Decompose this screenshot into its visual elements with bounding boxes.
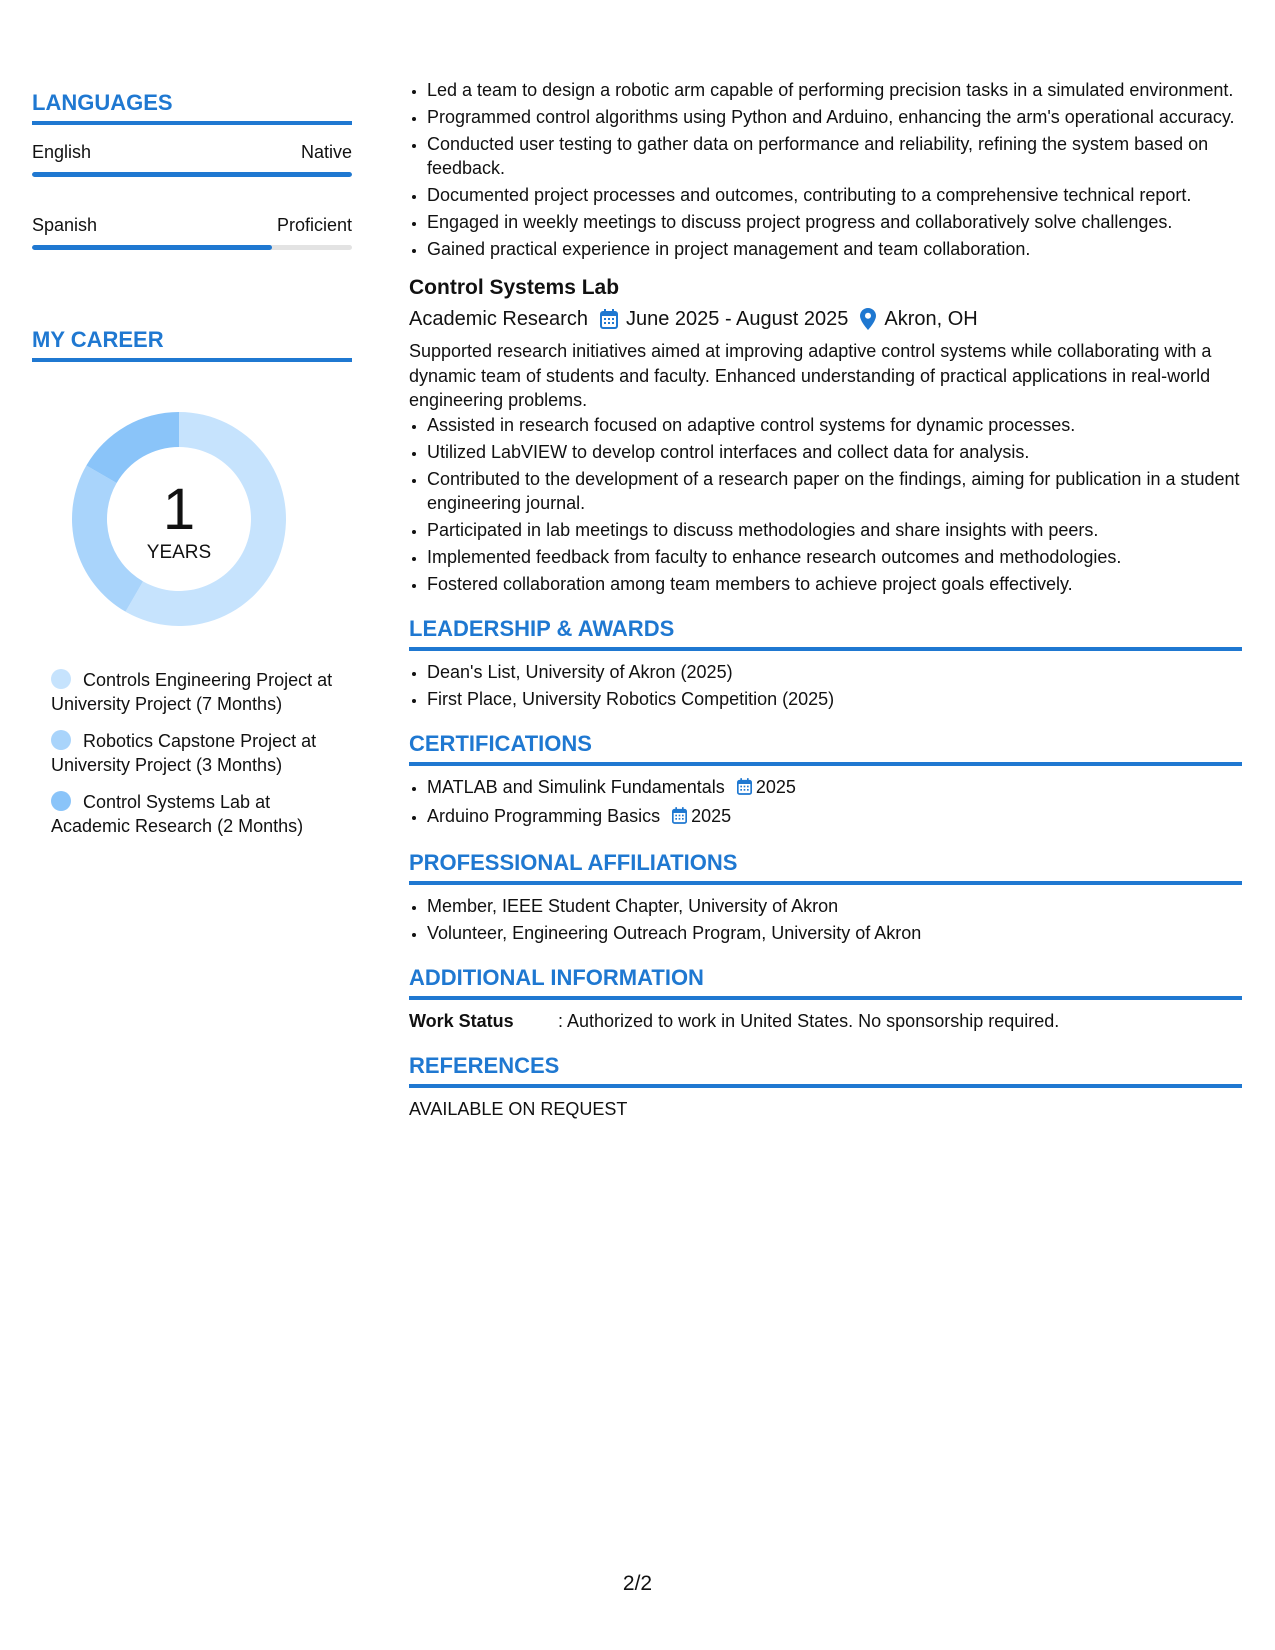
additional-info-heading: ADDITIONAL INFORMATION (409, 965, 1242, 1000)
references-text: AVAILABLE ON REQUEST (409, 1098, 628, 1119)
list-item: • Documented project processes and outcomes, contributing to a comprehensive technical report. (427, 183, 1242, 207)
certification-name: Arduino Programming Basics (427, 805, 661, 826)
affiliations-heading: PROFESSIONAL AFFILIATIONS (409, 850, 1242, 885)
career-legend (51, 668, 341, 838)
list-item (427, 775, 1242, 801)
list-item: • Led a team to design a robotic arm capable of performing precision tasks in a simulated environment. (427, 78, 1242, 102)
map-pin-icon (860, 308, 876, 330)
certification-year: 2025 (755, 776, 796, 797)
language-item (32, 141, 352, 177)
prev-job-bullets (409, 78, 1242, 261)
legend-swatch (51, 791, 71, 811)
list-item: • Assisted in research focused on adaptive control systems for dynamic processes. (427, 413, 1242, 437)
leadership-section (409, 616, 1242, 711)
job-location: Akron, OH (884, 308, 978, 330)
languages-heading: LANGUAGES (32, 90, 352, 125)
language-proficiency-bar (32, 172, 352, 177)
career-heading: MY CAREER (32, 327, 352, 362)
page-number: 2/2 (622, 1572, 653, 1595)
certification-year: 2025 (691, 805, 732, 826)
list-item: • Utilized LabVIEW to develop control interfaces and collect data for analysis. (427, 440, 1242, 464)
language-name: English (32, 142, 92, 162)
legend-label: Controls Engineering Project at University Project (7 Months) (51, 670, 333, 714)
calendar-icon (600, 309, 618, 329)
work-status-value: : Authorized to work in United States. No sponsorship required. (558, 1010, 1060, 1031)
language-level: Native (300, 142, 352, 162)
job-company: Academic Research (409, 308, 588, 330)
list-item: • Contributed to the development of a research paper on the findings, aiming for publication in a student engineering journal. (427, 467, 1242, 515)
leadership-heading: LEADERSHIP & AWARDS (409, 616, 1242, 651)
legend-swatch (51, 669, 71, 689)
references-heading: REFERENCES (409, 1053, 1242, 1088)
legend-label: Control Systems Lab at Academic Research (2 Months) (51, 792, 304, 836)
job-description: Supported research initiatives aimed at improving adaptive control systems while collaborating with a dynamic team of students and faculty. Enhanced understanding of practical applications in real-world engineering problems. (409, 341, 1212, 410)
language-name: Spanish (32, 215, 98, 235)
calendar-icon (672, 806, 687, 830)
language-item (32, 214, 352, 250)
list-item (427, 804, 1242, 830)
list-item: • Programmed control algorithms using Python and Arduino, enhancing the arm's operational accuracy. (427, 105, 1242, 129)
job-meta (409, 306, 1242, 332)
list-item: • Conducted user testing to gather data on performance and reliability, refining the system based on feedback. (427, 132, 1242, 180)
career-donut-chart (66, 406, 292, 632)
list-item: • Dean's List, University of Akron (2025) (427, 660, 1242, 684)
job-title: Control Systems Lab (409, 276, 620, 299)
list-item: • Participated in lab meetings to discuss methodologies and share insights with peers. (427, 518, 1242, 542)
job-bullets (409, 413, 1242, 596)
references-section (409, 1053, 1242, 1121)
language-proficiency-fill (32, 245, 272, 250)
main-content (409, 78, 1242, 1121)
career-total-unit: YEARS (146, 542, 212, 563)
legend-label: Robotics Capstone Project at University Project (3 Months) (51, 731, 317, 775)
list-item: • Fostered collaboration among team members to achieve project goals effectively. (427, 572, 1242, 596)
list-item: • Engaged in weekly meetings to discuss project progress and collaboratively solve challenges. (427, 210, 1242, 234)
legend-item (51, 668, 341, 716)
certification-name: MATLAB and Simulink Fundamentals (427, 776, 725, 797)
list-item: • Implemented feedback from faculty to enhance research outcomes and methodologies. (427, 545, 1242, 569)
list-item: • Member, IEEE Student Chapter, University of Akron (427, 894, 1242, 918)
list-item: • First Place, University Robotics Competition (2025) (427, 687, 1242, 711)
legend-item (51, 790, 341, 838)
calendar-icon (737, 777, 752, 801)
additional-info-section (409, 965, 1242, 1033)
affiliations-section (409, 850, 1242, 945)
language-proficiency-bar (32, 245, 352, 250)
legend-swatch (51, 730, 71, 750)
legend-item (51, 729, 341, 777)
work-status-label: Work Status (409, 1010, 514, 1031)
sidebar (32, 90, 352, 851)
language-proficiency-fill (32, 172, 352, 177)
job-dates: June 2025 - August 2025 (625, 308, 849, 330)
career-total-number: 1 (162, 477, 196, 542)
certifications-section (409, 731, 1242, 830)
list-item: • Volunteer, Engineering Outreach Program, University of Akron (427, 921, 1242, 945)
certifications-heading: CERTIFICATIONS (409, 731, 1242, 766)
language-level: Proficient (276, 215, 352, 235)
list-item: • Gained practical experience in project management and team collaboration. (427, 237, 1242, 261)
